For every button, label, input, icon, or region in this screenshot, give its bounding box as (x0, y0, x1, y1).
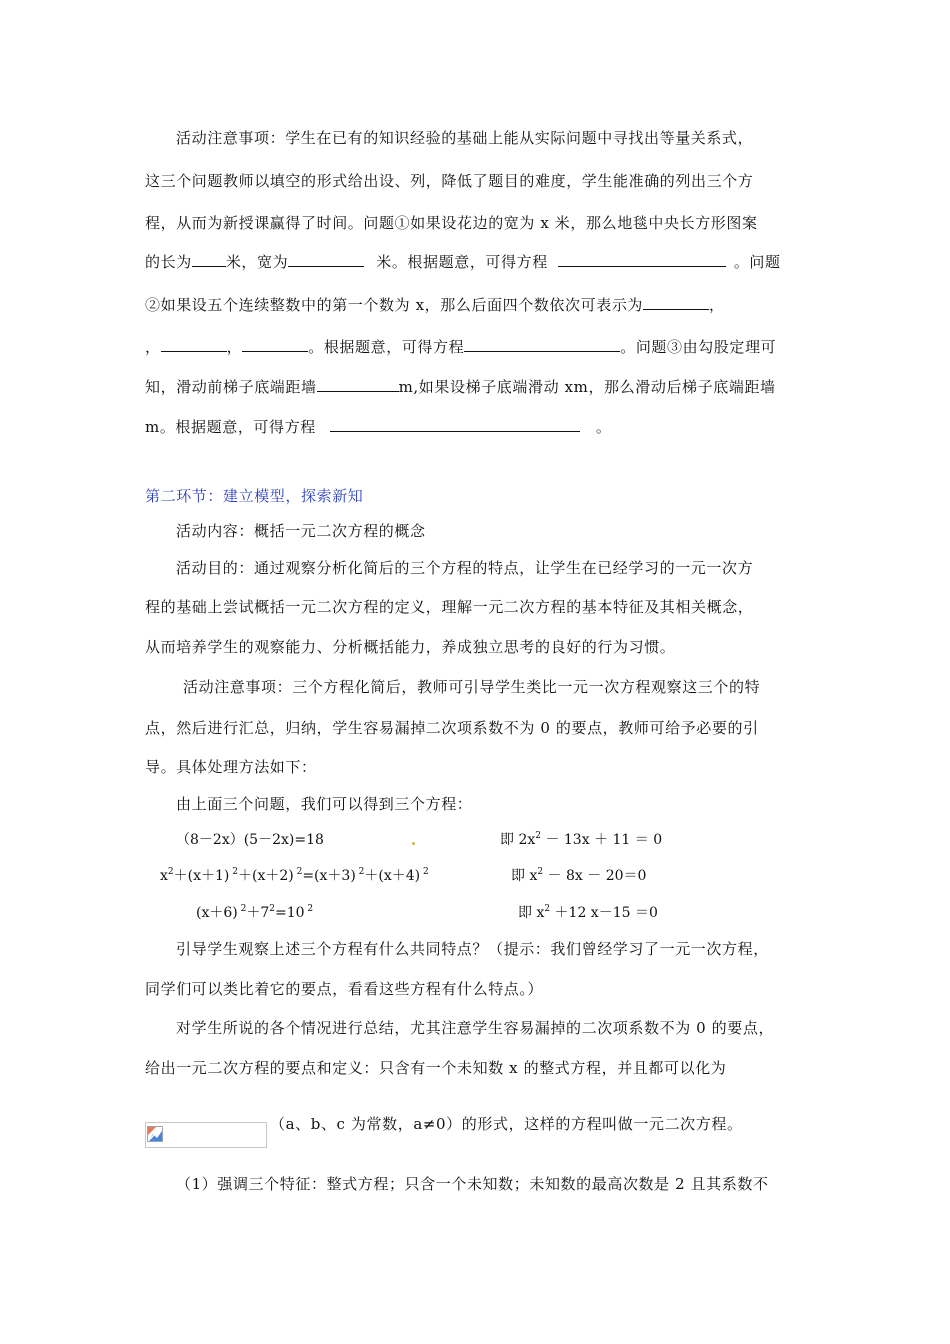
text: m,如果设梯子底端滑动 xm，那么滑动后梯子底端距墙 (398, 378, 776, 396)
text: 知，滑动前梯子底端距墙 (145, 378, 317, 396)
blank-distance-before (317, 377, 399, 392)
para1-line6 (145, 337, 776, 357)
emphasis-line: （1）强调三个特征：整式方程；只含一个未知数；未知数的最高次数是 2 且其系数不 (176, 1175, 769, 1193)
para1-line1: 活动注意事项：学生在已有的知识经验的基础上能从实际问题中寻找出等量关系式， (176, 129, 754, 147)
superscript: 2 (423, 867, 429, 877)
text: x (160, 868, 168, 884)
note-line3: 导。具体处理方法如下： (145, 758, 317, 776)
superscript: 2 (232, 867, 238, 877)
text: 的长为 (145, 253, 192, 271)
text: 。 (595, 418, 612, 436)
equation-3-original (196, 903, 313, 923)
text: ＋(x＋4) (364, 868, 421, 884)
para1-line3: 程，从而为新授课赢得了时间。问题①如果设花边的宽为 x 米，那么地毯中央长方形图案 (145, 214, 758, 232)
text: ＋(x＋1) (173, 868, 230, 884)
text: m。根据题意，可得方程 (145, 418, 316, 436)
text: =(x＋3) (302, 868, 356, 884)
summary-line2: 给出一元二次方程的要点和定义：只含有一个未知数 x 的整式方程，并且都可以化为 (145, 1059, 727, 1077)
activity-content: 活动内容：概括一元二次方程的概念 (176, 522, 426, 540)
superscript: 2 (535, 831, 541, 841)
blank-second-number (643, 295, 709, 310)
para1-line2: 这三个问题教师以填空的形式给出设、列，降低了题目的难度，学生能准确的列出三个方 (145, 172, 754, 190)
guide-line2: 同学们可以类比着它的要点，看看这些方程有什么特点。） (145, 980, 544, 998)
superscript: 2 (358, 867, 365, 877)
para1-line5 (145, 295, 725, 315)
summary-line1: 对学生所说的各个情况进行总结，尤其注意学生容易漏掉的二次项系数不为 0 的要点， (176, 1019, 775, 1037)
superscript: 2 (544, 904, 551, 914)
text: 即 2x (500, 832, 536, 848)
text: ， (145, 338, 161, 356)
superscript: 2 (240, 904, 247, 914)
text: 。问题③由勾股定理可 (620, 338, 777, 356)
text: － 13x ＋ 11 ＝ 0 (545, 832, 663, 848)
broken-image-icon (147, 1126, 163, 1142)
intro-line: 由上面三个问题，我们可以得到三个方程： (176, 795, 473, 813)
purpose-line3: 从而培养学生的观察能力、分析概括能力，养成独立思考的良好的行为习惯。 (145, 638, 676, 656)
note-line1: 活动注意事项：三个方程化简后，教师可引导学生类比一元一次方程观察这三个的特 (183, 678, 761, 696)
section-heading: 第二环节：建立模型，探索新知 (145, 487, 364, 505)
equation-1-simplified (500, 830, 662, 850)
text: ＋7 (246, 905, 270, 921)
equation-3-simplified (518, 903, 658, 923)
blank-third-number (161, 337, 227, 352)
text: 米，宽为 (225, 253, 289, 271)
text: 。根据题意，可得方程 (308, 338, 465, 356)
equation-1-original: （8－2x）(5－2x)=18 (176, 832, 324, 848)
blank-length (192, 252, 226, 267)
superscript: 2 (269, 904, 275, 914)
purpose-line2: 程的基础上尝试概括一元二次方程的定义，理解一元二次方程的基本特征及其相关概念， (145, 598, 754, 616)
blank-equation-3 (330, 417, 580, 432)
text: (x＋6) (196, 905, 238, 921)
text: =10 (275, 905, 305, 921)
blank-equation-1 (558, 252, 726, 267)
blank-width (288, 252, 364, 267)
para1-line7 (145, 377, 776, 397)
text: ， (709, 296, 725, 314)
text: ＋12 x－15 ＝0 (554, 905, 658, 921)
equation-2-simplified (511, 866, 646, 886)
broken-image-placeholder (145, 1122, 267, 1148)
superscript: 2 (537, 867, 544, 877)
text: ， (226, 338, 243, 356)
text: 。问题 (733, 253, 781, 271)
para1-line8 (145, 417, 611, 437)
guide-line1: 引导学生观察上述三个方程有什么共同特点？（提示：我们曾经学习了一元一次方程， (176, 940, 769, 958)
purpose-line1: 活动目的：通过观察分析化简后的三个方程的特点，让学生在已经学习的一元一次方 (176, 559, 754, 577)
para1-line4 (145, 252, 781, 272)
equation-2-original (160, 866, 429, 886)
text: 即 x (511, 868, 538, 884)
blank-equation-2 (464, 337, 620, 352)
stray-dot (412, 842, 415, 845)
text: ②如果设五个连续整数中的第一个数为 x，那么后面四个数依次可表示为 (145, 296, 644, 314)
text: ＋(x＋2) (237, 868, 294, 884)
note-line2: 点，然后进行汇总，归纳，学生容易漏掉二次项系数不为 0 的要点，教师可给予必要的引 (145, 719, 759, 737)
blank-fourth-number (242, 337, 308, 352)
superscript: 2 (307, 904, 314, 914)
text: － 8x － 20＝0 (547, 868, 647, 884)
text: 即 x (518, 905, 545, 921)
summary-line3: （a、b、c 为常数，a≠0）的形式，这样的方程叫做一元二次方程。 (270, 1115, 743, 1133)
superscript: 2 (167, 867, 174, 877)
superscript: 2 (296, 867, 303, 877)
text: 米。根据题意，可得方程 (376, 253, 548, 271)
